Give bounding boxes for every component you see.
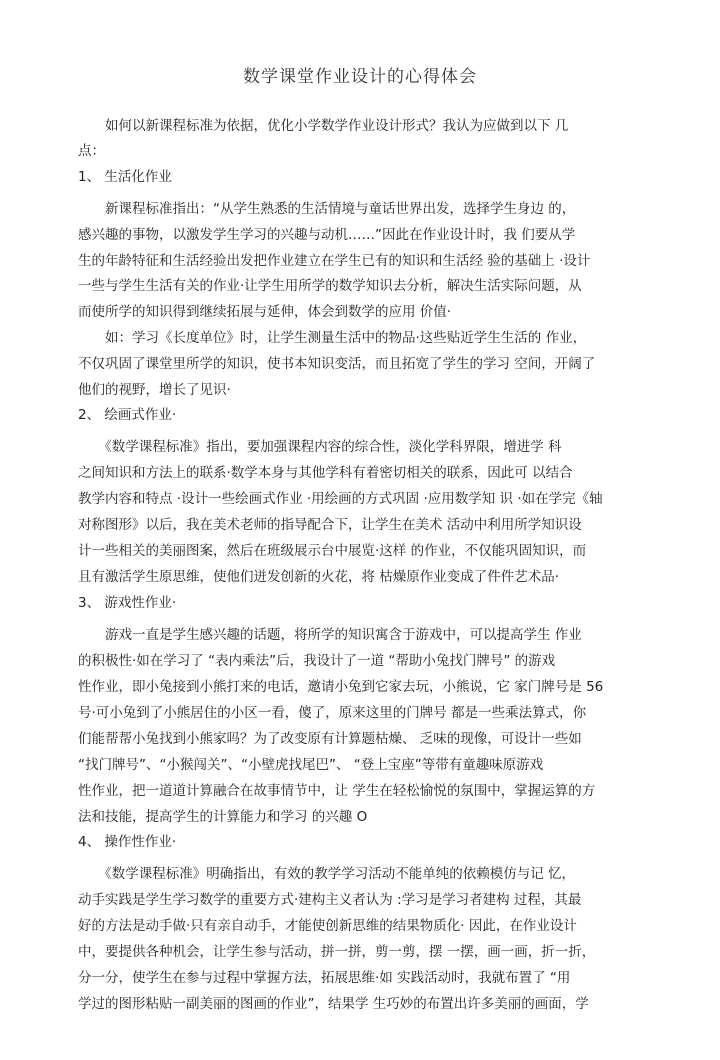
text-line: 性作业，把一道道计算融合在故事情节中，让 学生在轻松愉悦的氛围中，掌握运算的方 [78,783,596,799]
text-line: 3、 游戏性作业· [78,595,177,611]
text-line: 感兴趣的事物，以激发学生学习的兴趣与动机……”因此在作业设计时，我 们要从学 [78,227,576,243]
text-line: 学过的图形粘贴一副美丽的图画的作业”，结果学 生巧妙的布置出许多美丽的画面，学 [78,996,589,1012]
text-line: 《数学课程标准》明确指出，有效的教学学习活动不能单纯的依赖模仿与记 忆， [78,866,576,882]
text-line: “找门牌号”、“小猴闯关”、“小壁虎找尾巴”、 “登上宝座”等带有童趣味原游戏 [78,757,544,773]
text-line: 生的年龄特征和生活经验出发把作业建立在学生已有的知识和生活经 验的基础上 ·设计 [78,253,591,269]
text-line: 2、 绘画式作业· [78,407,177,423]
text-line: 如何以新课程标准为依据，优化小学数学作业设计形式？我认为应做到以下 几 [78,118,569,134]
text-line: 的积极性·如在学习了 “表内乘法”后，我设计了一道 “帮助小兔找门牌号” 的游戏 [78,653,556,669]
text-line: 计一些相关的美丽图案，然后在班级展示台中展览·这样 的作业，不仅能巩固知识，而 [78,543,587,559]
text-line: 号·可小兔到了小熊居住的小区一看，傻了，原来这里的门牌号 都是一些乘法算式，你 [78,705,587,721]
text-line: 1、 生活化作业 [78,169,172,185]
document-title: 数学课堂作业设计的心得体会 [243,67,477,87]
text-line: 之间知识和方法上的联系·数学本身与其他学科有着密切相关的联系，因此可 以结合 [78,465,573,481]
text-line: 动手实践是学生学习数学的重要方式·建构主义者认为 :学习是学习者建构 过程，其最 [78,892,582,908]
text-line: 性作业，即小兔接到小熊打来的电话，邀请小兔到它家去玩，小熊说，它 家门牌号是 56 [78,679,604,695]
text-line: 如：学习《长度单位》时，让学生测量生活中的物品·这些贴近学生生活的 作业， [78,330,587,346]
text-line: 新课程标准指出：“从学生熟悉的生活情境与童话世界出发，选择学生身边 的， [78,201,576,217]
text-line: 好的方法是动手做·只有亲自动手，才能使创新思维的结果物质化· 因此，在作业设计 [78,918,577,934]
text-line: 而使所学的知识得到继续拓展与延伸，体会到数学的应用 价值· [78,304,452,320]
text-line: 教学内容和特点 ·设计一些绘画式作业 ·用绘画的方式巩固 ·应用数学知 识 ·如在学完《轴 [78,491,603,507]
text-line: 且有激活学生原思维，使他们迸发创新的火花，将 枯燥原作业变成了件件艺术品· [78,569,560,585]
text-line: 中，要提供各种机会，让学生参与活动，拼一拼，剪一剪，摆 一摆，画一画，折一折， [78,944,596,960]
text-line: 4、 操作性作业· [78,834,177,850]
text-line: 不仅巩固了课堂里所学的知识，使书本知识变活，而且拓宽了学生的学习 空间，开阔了 [78,356,596,372]
text-line: 们能帮帮小兔找到小熊家吗？为了改变原有计算题枯燥、 乏味的现像，可设计一些如 [78,731,582,747]
text-line: 点： [78,143,105,159]
text-line: 对称图形》以后，我在美术老师的指导配合下，让学生在美术 活动中利用所学知识设 [78,517,582,533]
text-line: 一些与学生生活有关的作业·让学生用所学的数学知识去分析，解决生活实际问题，从 [78,278,582,294]
text-line: 他们的视野，增长了见识· [78,382,231,398]
text-line: 法和技能，提高学生的计算能力和学习 的兴趣 O [78,809,368,825]
text-line: 分一分，使学生在参与过程中掌握方法，拓展思维·如 实践活动时，我就布置了 “用 [78,970,571,986]
text-line: 游戏一直是学生感兴趣的话题，将所学的知识寓含于游戏中，可以提高学生 作业 [78,627,582,643]
text-line: 《数学课程标准》指出，要加强课程内容的综合性，淡化学科界限，增进学 科 [78,439,562,455]
